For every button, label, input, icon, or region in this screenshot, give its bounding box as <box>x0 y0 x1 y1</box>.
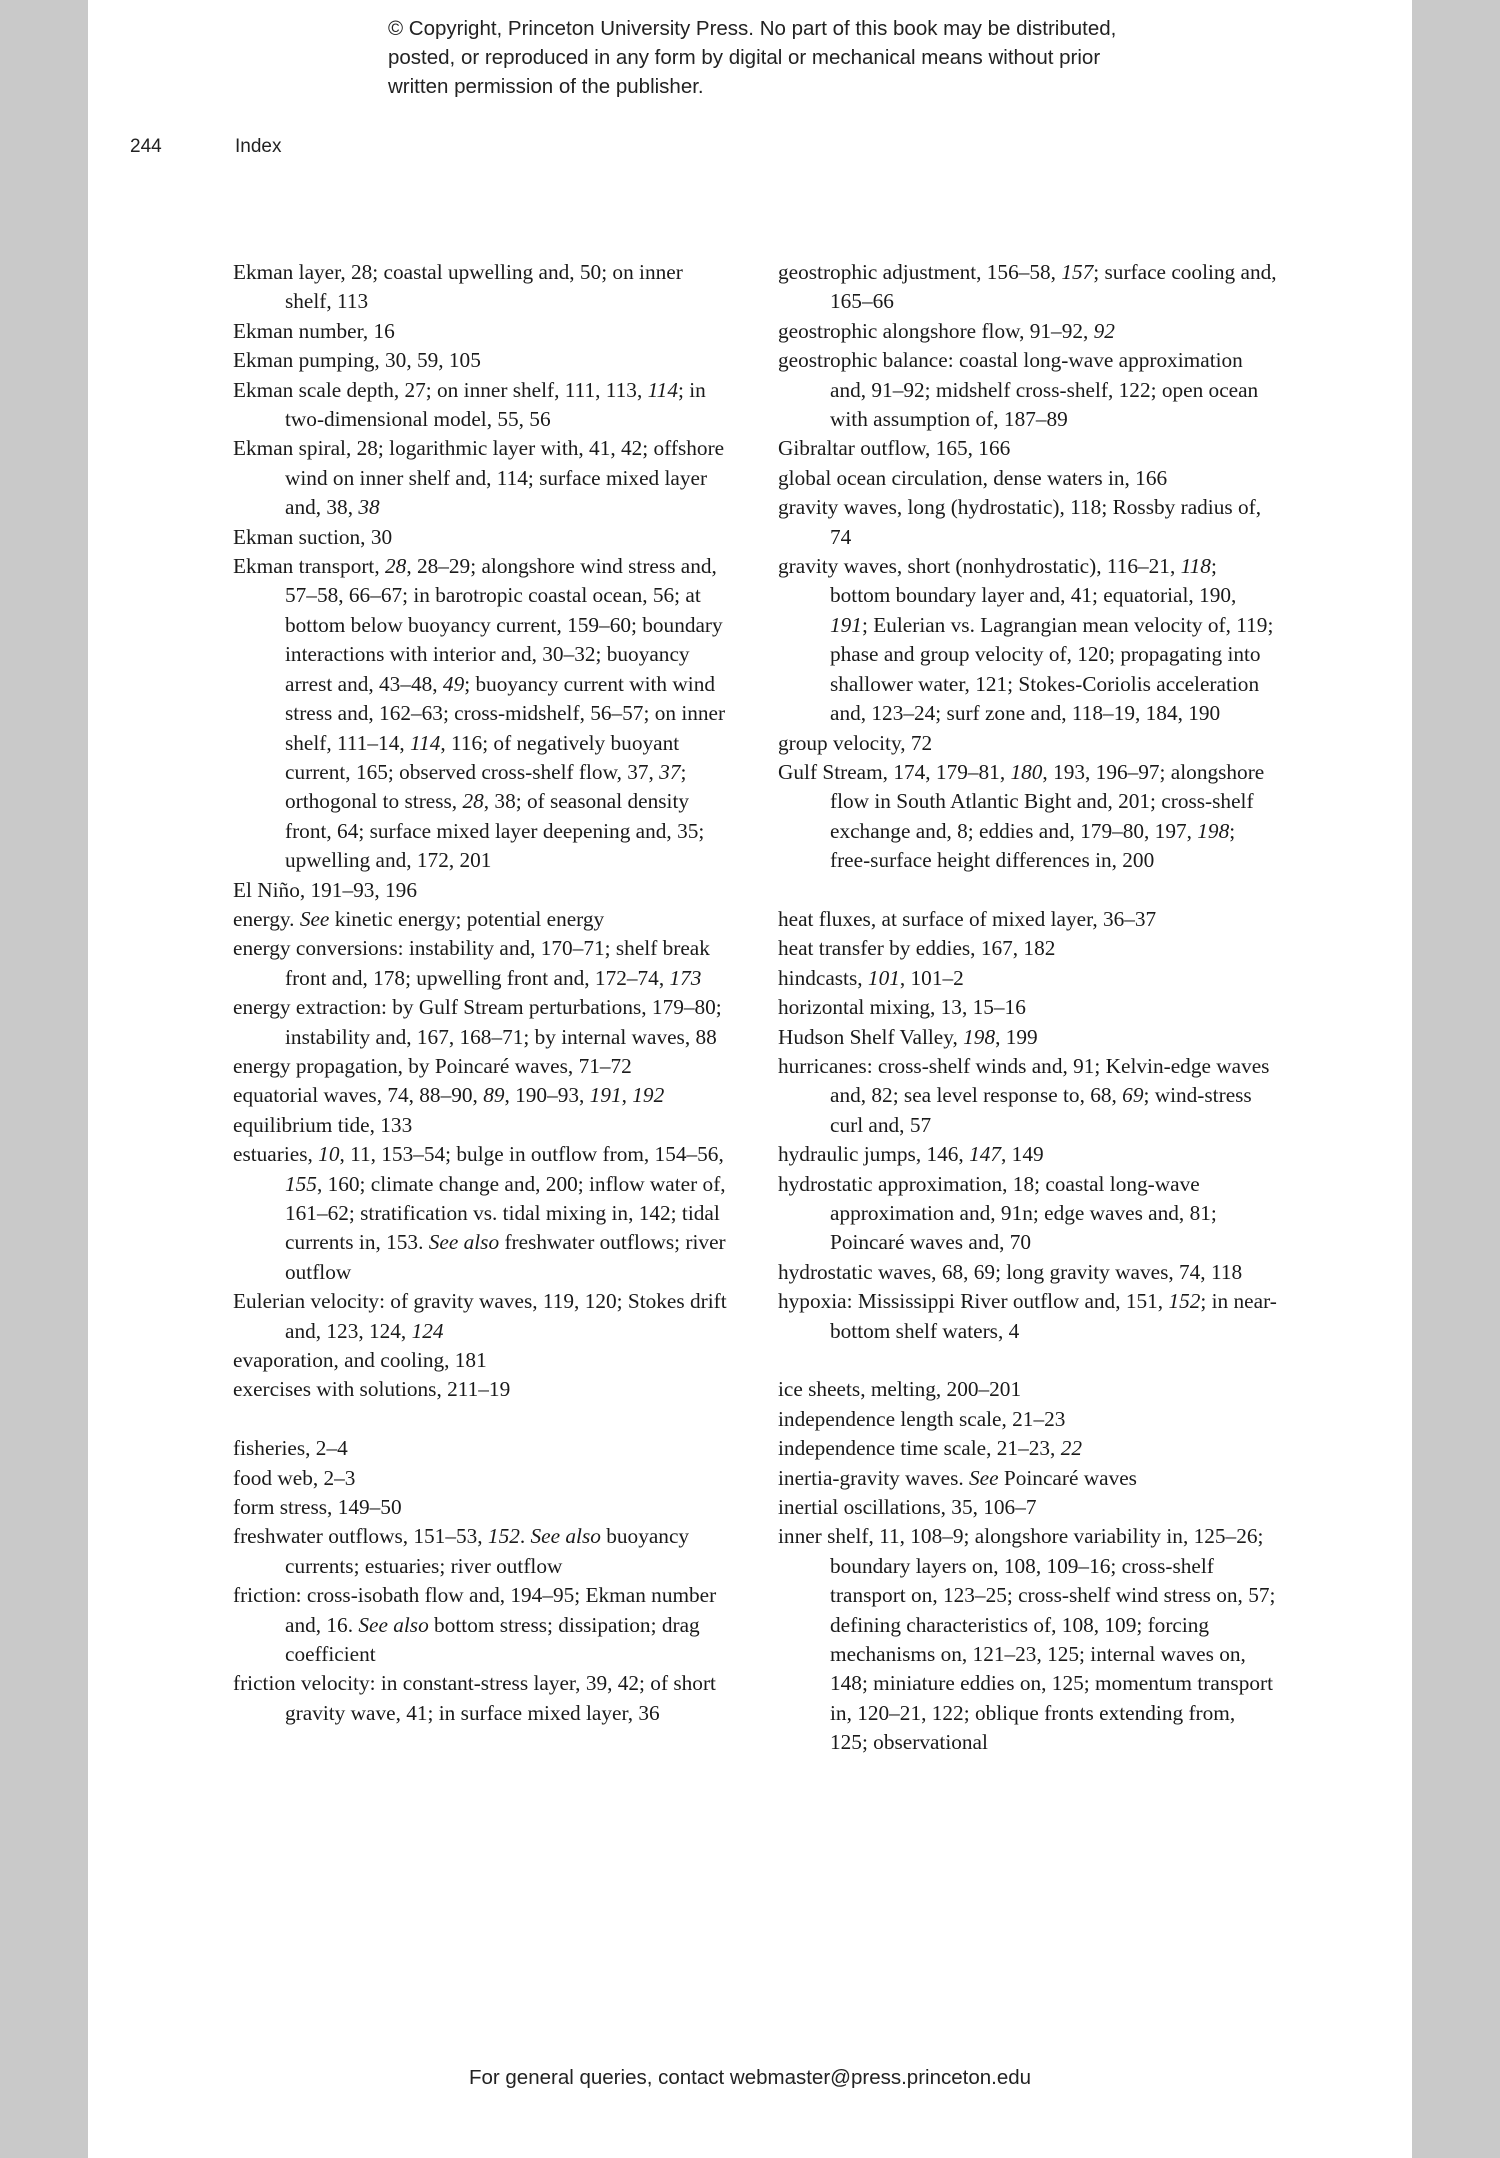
page-footer: For general queries, contact webmaster@press.princeton.edu <box>468 2066 1032 2089</box>
book-page <box>88 0 1412 2158</box>
index-entry: hypoxia: Mississippi River outflow and, 151, 152; in near-bottom shelf waters, 4 <box>778 1289 1277 1343</box>
index-entry: hindcasts, 101, 101–2 <box>778 965 964 990</box>
index-group-gap <box>233 1405 733 1434</box>
index-entry: energy extraction: by Gulf Stream perturbations, 179–80; instability and, 167, 168–71; by internal waves, 88 <box>233 995 722 1049</box>
index-entry: geostrophic alongshore flow, 91–92, 92 <box>778 318 1115 343</box>
index-entry: evaporation, and cooling, 181 <box>233 1348 487 1373</box>
index-entry: Ekman spiral, 28; logarithmic layer with, 41, 42; offshore wind on inner shelf and, 114; surface mixed layer and, 38, 38 <box>233 436 725 520</box>
index-entry: geostrophic balance: coastal long-wave approximation and, 91–92; midshelf cross-shelf, 122; open ocean with assumption of, 187–89 <box>778 348 1259 432</box>
index-columns <box>88 258 1412 1918</box>
index-entry: hydrostatic waves, 68, 69; long gravity waves, 74, 118 <box>778 1259 1243 1284</box>
index-entry: heat transfer by eddies, 167, 182 <box>778 936 1056 961</box>
index-entry: gravity waves, short (nonhydrostatic), 116–21, 118; bottom boundary layer and, 41; equatorial, 190, 191; Eulerian vs. Lagrangian mean velocity of, 119; phase and group velocity of, 120; propagating into shallower water, 121; Stokes-Coriolis acceleration and, 123–24; surf zone and, 118–19, 184, 190 <box>778 554 1274 726</box>
index-group-gap <box>778 876 1278 905</box>
index-entry: inertial oscillations, 35, 106–7 <box>778 1495 1037 1520</box>
copyright-notice: © Copyright, Princeton University Press. No part of this book may be distributed, posted, or reproduced in any form by digital or mechanical means without prior written permission of the publisher. <box>388 17 1117 98</box>
index-entry: Ekman suction, 30 <box>233 524 393 549</box>
index-entry: El Niño, 191–93, 196 <box>233 877 417 902</box>
index-entry: Gulf Stream, 174, 179–81, 180, 193, 196–97; alongshore flow in South Atlantic Bight and, 201; cross-shelf exchange and, 8; eddies and, 179–80, 197, 198; free-surface height differences in, 200 <box>778 759 1265 873</box>
index-entry: Hudson Shelf Valley, 198, 199 <box>778 1024 1038 1049</box>
index-entry: geostrophic adjustment, 156–58, 157; surface cooling and, 165–66 <box>778 260 1277 314</box>
page-number: 244 <box>130 136 162 157</box>
index-entry: inertia-gravity waves. See Poincaré waves <box>778 1465 1137 1490</box>
index-entry: inner shelf, 11, 108–9; alongshore variability in, 125–26; boundary layers on, 108, 109–16; cross-shelf transport on, 123–25; cross-shelf wind stress on, 57; defining characteristics of, 108, 109; forcing mechanisms on, 121–23, 125; internal waves on, 148; miniature eddies on, 125; momentum transport in, 120–21, 122; oblique fronts extending from, 125; observational <box>778 1524 1276 1755</box>
index-column-left <box>233 258 733 1728</box>
index-entry: exercises with solutions, 211–19 <box>233 1377 511 1402</box>
section-label: Index <box>235 136 282 157</box>
index-entry: Ekman transport, 28, 28–29; alongshore wind stress and, 57–58, 66–67; in barotropic coastal ocean, 56; at bottom below buoyancy current, 159–60; boundary interactions with interior and, 30–32; buoyancy arrest and, 43–48, 49; buoyancy current with wind stress and, 162–63; cross-midshelf, 56–57; on inner shelf, 111–14, 114, 116; of negatively buoyant current, 165; observed cross-shelf flow, 37, 37; orthogonal to stress, 28, 38; of seasonal density front, 64; surface mixed layer deepening and, 35; upwelling and, 172, 201 <box>233 554 726 873</box>
index-entry: global ocean circulation, dense waters in, 166 <box>778 465 1168 490</box>
index-entry: hydrostatic approximation, 18; coastal long-wave approximation and, 91n; edge waves and, 81; Poincaré waves and, 70 <box>778 1171 1217 1255</box>
index-entry: friction: cross-isobath flow and, 194–95; Ekman number and, 16. See also bottom stress; dissipation; drag coefficient <box>233 1583 717 1667</box>
index-entry: fisheries, 2–4 <box>233 1436 348 1461</box>
index-entry: food web, 2–3 <box>233 1465 356 1490</box>
index-entry: gravity waves, long (hydrostatic), 118; Rossby radius of, 74 <box>778 495 1262 549</box>
index-entry: hurricanes: cross-shelf winds and, 91; Kelvin-edge waves and, 82; sea level response to, 68, 69; wind-stress curl and, 57 <box>778 1053 1270 1137</box>
index-entry: horizontal mixing, 13, 15–16 <box>778 995 1026 1020</box>
index-entry: energy. See kinetic energy; potential energy <box>233 906 605 931</box>
index-entry: independence length scale, 21–23 <box>778 1406 1066 1431</box>
index-entry: equilibrium tide, 133 <box>233 1112 413 1137</box>
index-entry: energy conversions: instability and, 170–71; shelf break front and, 178; upwelling front and, 172–74, 173 <box>233 936 710 990</box>
index-entry: heat fluxes, at surface of mixed layer, 36–37 <box>778 906 1157 931</box>
index-entry: Ekman scale depth, 27; on inner shelf, 111, 113, 114; in two-dimensional model, 55, 56 <box>233 377 706 432</box>
index-entry: hydraulic jumps, 146, 147, 149 <box>778 1142 1044 1167</box>
index-entry: equatorial waves, 74, 88–90, 89, 190–93, 191, 192 <box>233 1083 665 1108</box>
index-entry: form stress, 149–50 <box>233 1495 402 1520</box>
index-entry: Ekman number, 16 <box>233 318 395 343</box>
index-entry: Ekman pumping, 30, 59, 105 <box>233 348 481 373</box>
index-entry: friction velocity: in constant-stress layer, 39, 42; of short gravity wave, 41; in surface mixed layer, 36 <box>233 1671 716 1725</box>
index-entry: energy propagation, by Poincaré waves, 71–72 <box>233 1053 632 1078</box>
index-entry: independence time scale, 21–23, 22 <box>778 1436 1082 1461</box>
index-entry: estuaries, 10, 11, 153–54; bulge in outflow from, 154–56, 155, 160; climate change and, 200; inflow water of, 161–62; stratification vs. tidal mixing in, 142; tidal currents in, 153. See also freshwater outflows; river outflow <box>233 1142 726 1284</box>
index-entry: Eulerian velocity: of gravity waves, 119, 120; Stokes drift and, 123, 124, 124 <box>233 1289 727 1343</box>
index-entry: Gibraltar outflow, 165, 166 <box>778 436 1011 461</box>
index-entry: freshwater outflows, 151–53, 152. See also buoyancy currents; estuaries; river outflow <box>233 1524 690 1578</box>
index-entry: group velocity, 72 <box>778 730 933 755</box>
index-entry: Ekman layer, 28; coastal upwelling and, 50; on inner shelf, 113 <box>233 260 683 314</box>
index-column-right <box>778 258 1278 1758</box>
index-group-gap <box>778 1346 1278 1375</box>
index-entry: ice sheets, melting, 200–201 <box>778 1377 1022 1402</box>
